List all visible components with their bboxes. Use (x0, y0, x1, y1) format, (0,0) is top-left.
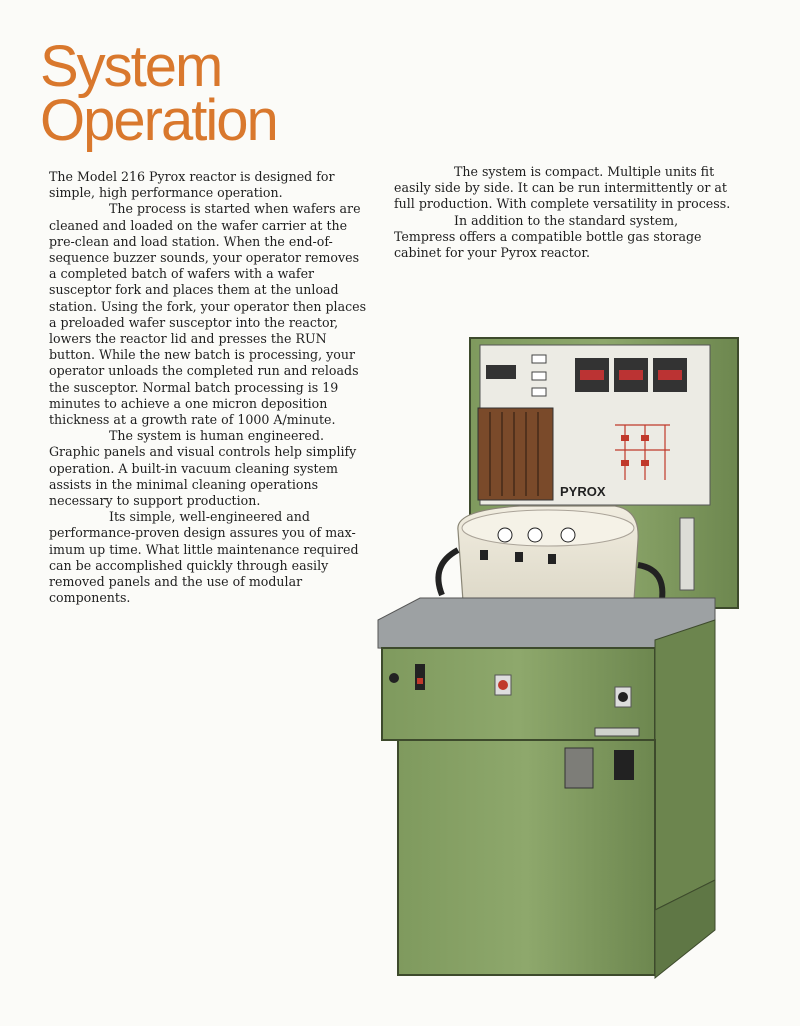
paragraph-human-engineered: The system is human engineered. Graphic panels and visual controls help simplify operation. A built-in vacuum cleaning system assists in the minimal cleaning operations necessary to support production. (49, 428, 357, 509)
pyrox-reactor-photo (370, 330, 770, 995)
left-text-column (49, 169, 367, 606)
paragraph-intro: The Model 216 Pyrox reactor is designed for simple, high performance operation. (49, 169, 335, 201)
reactor-illustration (370, 330, 770, 995)
pyrox-panel-label: PYROX (560, 484, 606, 499)
title-line-1: System (40, 34, 222, 99)
title-line-2: Operation (40, 88, 277, 153)
paragraph-design: Its simple, well-engineered and performance-proven design assures you of max-imum up time. What little maintenance required can be accomplished quickly through easily removed panels and the use of modular components. (49, 509, 359, 606)
paragraph-process: The process is started when wafers are cleaned and loaded on the wafer carrier at the pre-clean and load station. When the end-of-sequence buzzer sounds, your operator removes a completed batch of wafers with a wafer susceptor fork and places them at the unload station. Using the fork, your operator then places a preloaded wafer susceptor into the reactor, lowers the reactor lid and presses the RUN button. While the new batch is processing, your operator unloads the completed run and reloads the susceptor. Normal batch processing is 19 minutes to achieve a one micron deposition thickness at a growth rate of 1000 A/minute. (49, 201, 367, 428)
paragraph-compact: The system is compact. Multiple units fit easily side by side. It can be run intermittently or at full production. With complete versatility in process. (394, 164, 731, 212)
right-text-column (394, 164, 736, 261)
paragraph-storage-cabinet: In addition to the standard system, Tempress offers a compatible bottle gas storage cabinet for your Pyrox reactor. (394, 212, 702, 261)
page-title (40, 34, 277, 153)
